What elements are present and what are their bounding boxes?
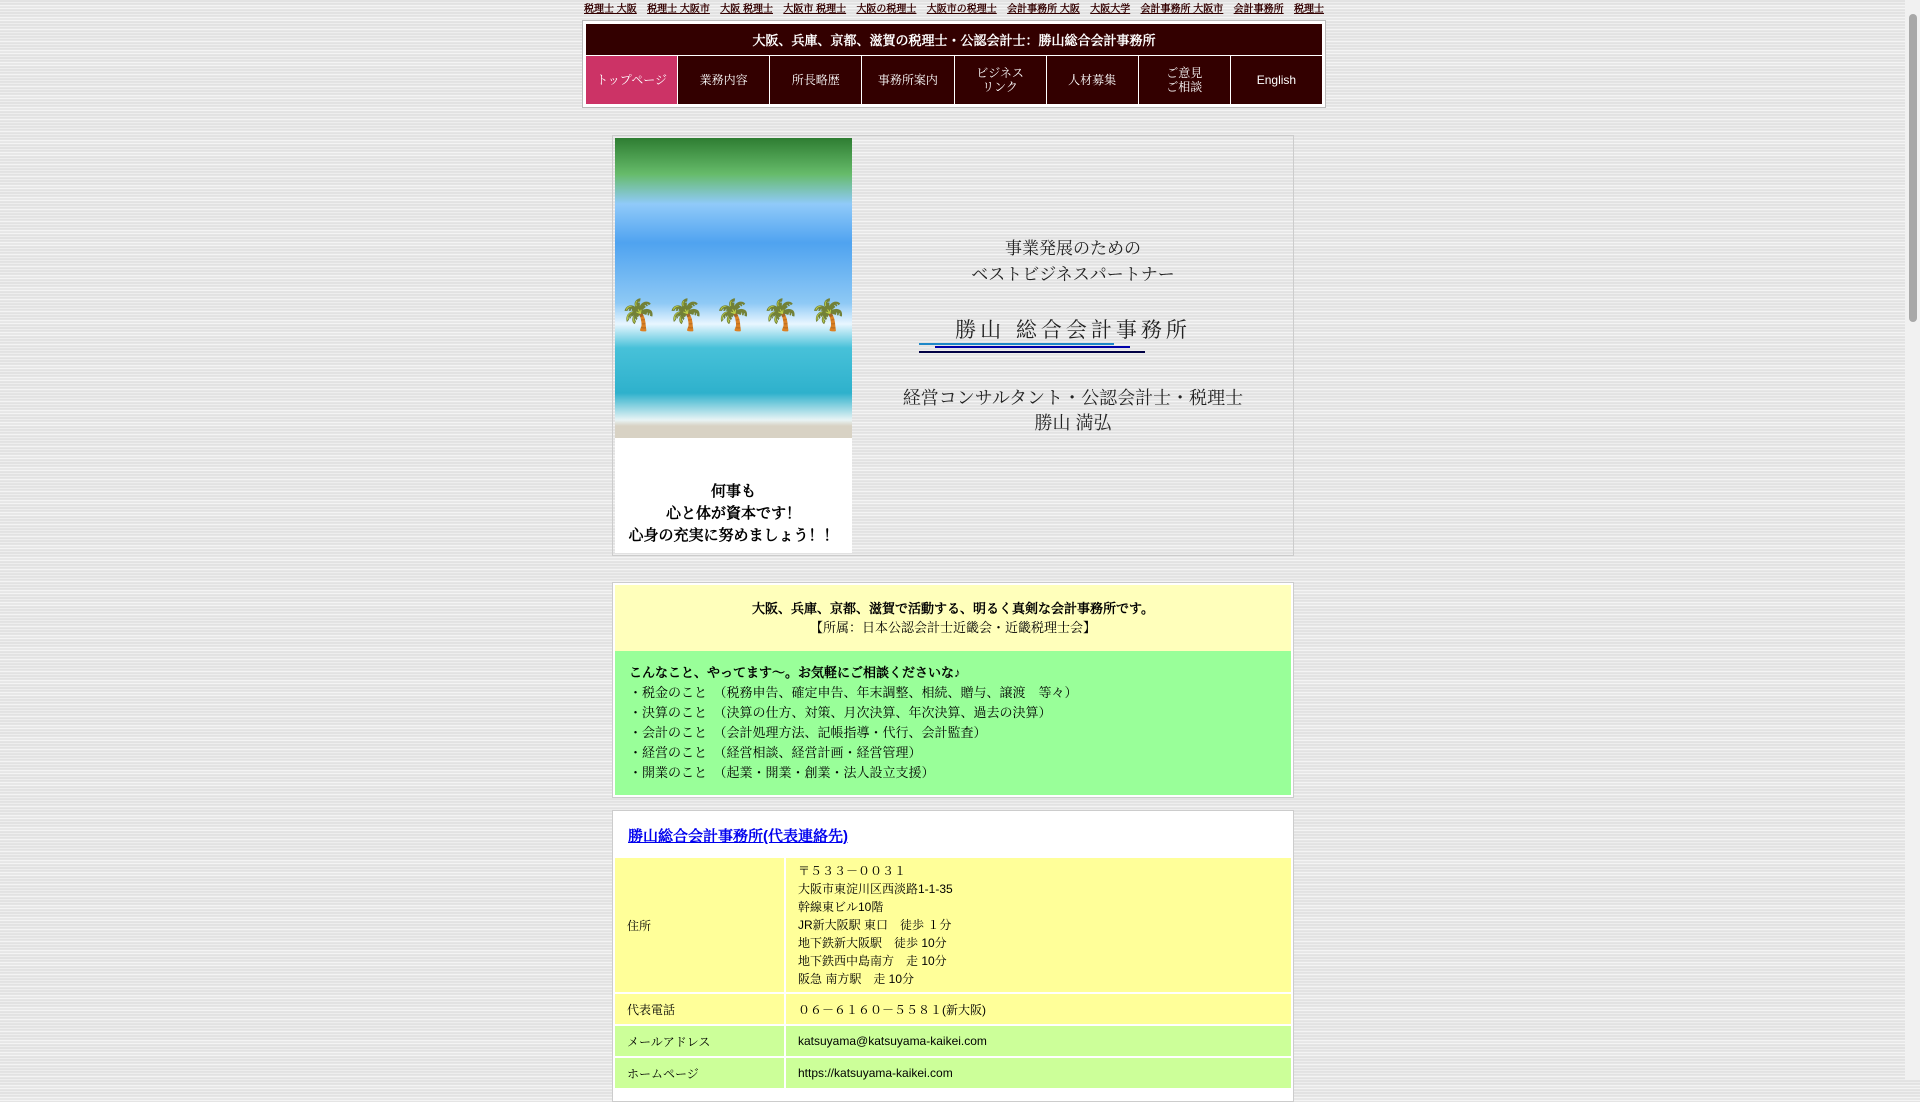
contact-table [615, 856, 1291, 1090]
divider [919, 351, 1145, 353]
motto-line: 何事も [710, 483, 756, 500]
email-label: メールアドレス [615, 1026, 786, 1056]
vertical-scrollbar[interactable] [1905, 0, 1920, 1080]
nav-profile[interactable]: 所長略歴 [770, 56, 861, 104]
homepage-label: ホームページ [615, 1058, 786, 1088]
nav-contact[interactable]: ご意見 ご相談 [1139, 56, 1230, 104]
address-line: JR新大阪駅 東口 徒歩 １分 [798, 918, 952, 932]
divider [935, 346, 1130, 348]
nav-services[interactable]: 業務内容 [678, 56, 769, 104]
address-line: 幹線東ビル10階 [798, 900, 884, 914]
nav-recruit[interactable]: 人材募集 [1047, 56, 1138, 104]
address-line: 地下鉄新大阪駅 徒歩 10分 [798, 936, 947, 950]
address-line: 大阪市東淀川区西淡路1-1-35 [798, 882, 953, 896]
motto-caption [615, 438, 852, 553]
scrollbar-thumb[interactable] [1909, 14, 1917, 322]
motto-line: 心身の充実に努めましょう！！ [628, 527, 839, 544]
nav-top-page[interactable]: トップページ [586, 56, 677, 104]
contact-title-link[interactable]: 勝山総合会計事務所(代表連絡先) [628, 828, 848, 845]
keyword-link[interactable]: 大阪の税理士 [856, 4, 917, 15]
palm-trees: 🌴 🌴 🌴 🌴 🌴 [620, 299, 847, 332]
service-item: ・会計のこと （会計処理方法、記帳指導・代行、会計監査） [629, 725, 987, 740]
keyword-link[interactable]: 会計事務所 大阪市 [1140, 4, 1224, 15]
address-label: 住所 [615, 858, 786, 992]
person-name: 勝山 満弘 [1034, 413, 1112, 433]
role-title: 経営コンサルタント・公認会計士・税理士 [902, 388, 1244, 408]
intro-section [612, 582, 1294, 798]
keyword-link[interactable]: 税理士 [1293, 4, 1324, 15]
office-name: 勝山 総合会計事務所 [955, 318, 1191, 342]
address-line: 地下鉄西中島南方 走 10分 [798, 954, 947, 968]
service-item: ・開業のこと （起業・開業・創業・法人設立支援） [629, 765, 935, 780]
service-item: ・税金のこと （税務申告、確定申告、年末調整、相続、贈与、譲渡 等々） [629, 685, 1078, 700]
services-heading: こんなこと、やってます～。お気軽にご相談くださいな♪ [629, 665, 961, 680]
main-nav [586, 56, 1322, 104]
nav-office-info[interactable]: 事務所案内 [862, 56, 953, 104]
phone-value: ０６－６１６０－５５８１(新大阪) [786, 994, 1291, 1024]
service-item: ・決算のこと （決算の仕方、対策、月次決算、年次決算、過去の決算） [629, 705, 1052, 720]
homepage-value[interactable]: https://katsuyama-kaikei.com [786, 1058, 1291, 1088]
keyword-link[interactable]: 大阪大学 [1090, 4, 1131, 15]
address-line: 阪急 南方駅 走 10分 [798, 972, 915, 986]
email-value[interactable]: katsuyama@katsuyama-kaikei.com [786, 1026, 1291, 1056]
table-row [615, 994, 1291, 1024]
hero-section [612, 135, 1294, 556]
phone-label: 代表電話 [615, 994, 786, 1024]
keyword-link[interactable]: 税理士 大阪 [584, 4, 637, 15]
hero-text [853, 136, 1293, 555]
service-item: ・経営のこと （経営相談、経営計画・経営管理） [629, 745, 922, 760]
intro-line: 大阪、兵庫、京都、滋賀で活動する、明るく真剣な会計事務所です。 [752, 601, 1154, 616]
keyword-link[interactable]: 税理士 大阪市 [647, 4, 710, 15]
address-line: 〒５３３－００３１ [798, 864, 907, 878]
site-title: 大阪、兵庫、京都、滋賀の税理士・公認会計士：勝山総合会計事務所 [586, 24, 1322, 55]
services-list [615, 651, 1291, 795]
tagline-line: 事業発展のための [1005, 239, 1141, 258]
nav-business-links[interactable]: ビジネス リンク [955, 56, 1046, 104]
keyword-link[interactable]: 大阪市 税理士 [783, 4, 847, 15]
address-value [786, 858, 1291, 992]
affiliation: 【所属：日本公認会計士近畿会・近畿税理士会】 [809, 620, 1096, 635]
top-keyword-links [584, 0, 1324, 15]
site-header [582, 20, 1326, 108]
motto-line: 心と体が資本です！ [665, 505, 801, 522]
keyword-link[interactable]: 大阪市の税理士 [926, 4, 997, 15]
tagline-line: ベストビジネスパートナー [971, 265, 1175, 284]
divider [919, 343, 1114, 345]
table-row [615, 858, 1291, 992]
table-row [615, 1058, 1291, 1088]
table-row [615, 1026, 1291, 1056]
keyword-link[interactable]: 会計事務所 大阪 [1007, 4, 1080, 15]
keyword-link[interactable]: 大阪 税理士 [720, 4, 773, 15]
tropical-beach-image [615, 138, 852, 438]
nav-english[interactable]: English [1231, 56, 1322, 104]
contact-section [612, 810, 1294, 1102]
keyword-link[interactable]: 会計事務所 [1233, 4, 1284, 15]
